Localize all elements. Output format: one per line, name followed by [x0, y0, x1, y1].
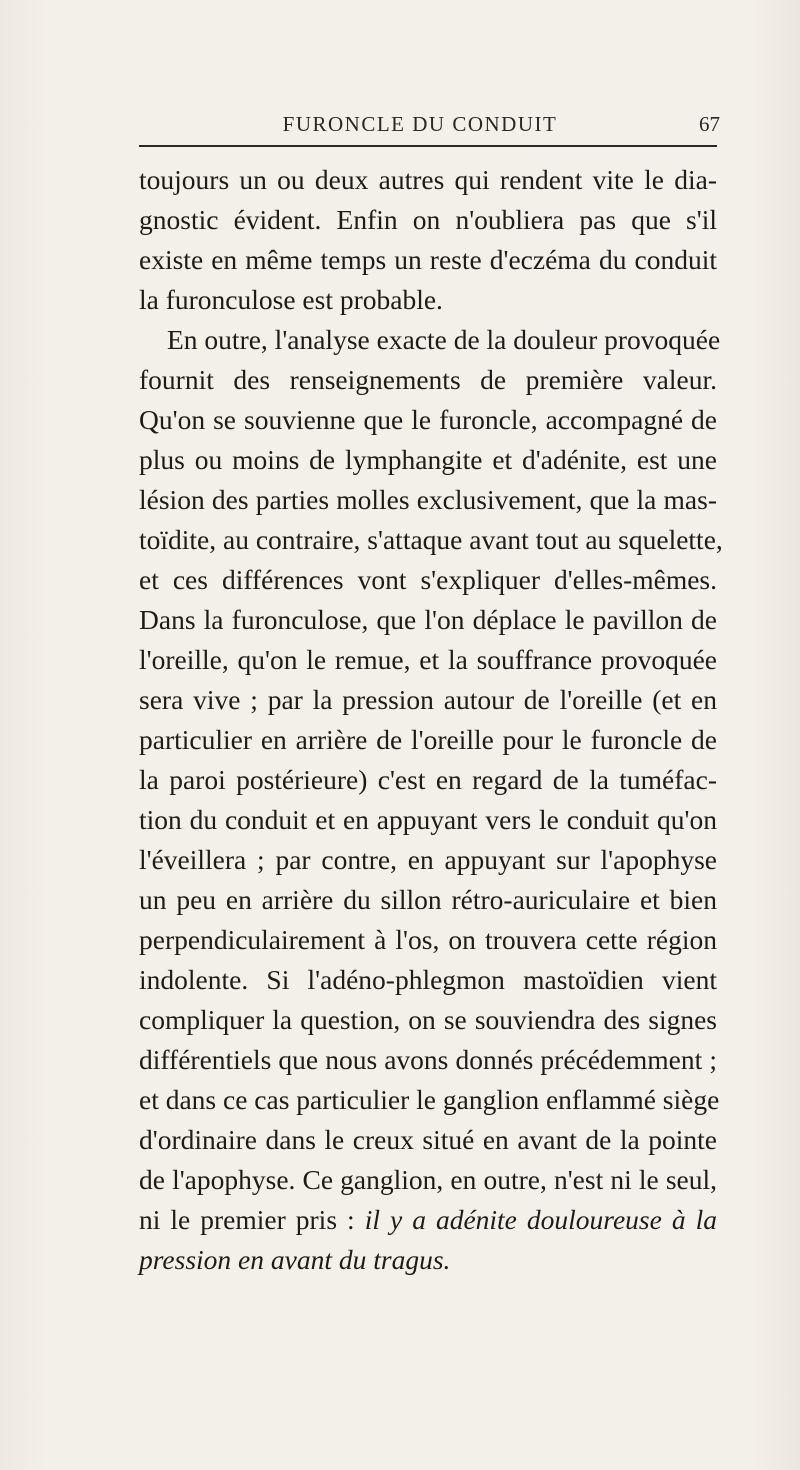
text-line: fournit des renseignements de première valeur.	[139, 364, 717, 395]
text-line	[139, 1200, 717, 1240]
text-line: gnostic évident. Enfin on n'oubliera pas que s'il	[139, 204, 717, 235]
text-line: l'éveillera ; par contre, en appuyant sur l'apophyse	[139, 844, 717, 875]
running-header	[120, 112, 720, 142]
text-line: compliquer la question, on se souviendra des signes	[139, 1004, 717, 1035]
header-rule	[139, 145, 717, 147]
text-line: toïdite, au contraire, s'attaque avant tout au squelette,	[139, 524, 723, 555]
text-line: l'oreille, qu'on le remue, et la souffrance provoquée	[139, 644, 717, 675]
text-line: et dans ce cas particulier le ganglion enflammé siège	[139, 1084, 720, 1115]
text-line: tion du conduit et en appuyant vers le conduit qu'on	[139, 804, 717, 835]
text-line: la paroi postérieure) c'est en regard de la tuméfac-	[139, 764, 717, 795]
text-line: d'ordinaire dans le creux situé en avant de la pointe	[139, 1124, 717, 1155]
text-line: lésion des parties molles exclusivement, que la mas-	[139, 484, 717, 515]
text-line: sera vive ; par la pression autour de l'oreille (et en	[139, 684, 717, 715]
text-line: de l'apophyse. Ce ganglion, en outre, n'est ni le seul,	[139, 1164, 717, 1195]
text-line: plus ou moins de lymphangite et d'adénite, est une	[139, 444, 717, 475]
text-italic: il y a adénite douloureuse à la	[364, 1204, 717, 1235]
text-line: existe en même temps un reste d'eczéma du conduit	[139, 244, 717, 275]
page-number: 67	[699, 112, 720, 136]
text-line: particulier en arrière de l'oreille pour le furoncle de	[139, 724, 717, 755]
body-text	[139, 160, 723, 1280]
text-line: différentiels que nous avons donnés précédemment ;	[139, 1044, 717, 1075]
text-line: un peu en arrière du sillon rétro-auriculaire et bien	[139, 884, 717, 915]
text-line: perpendiculairement à l'os, on trouvera cette région	[139, 924, 717, 955]
text-line: toujours un ou deux autres qui rendent vite le dia-	[139, 164, 717, 195]
text-line-italic: pression en avant du tragus.	[139, 1244, 451, 1275]
text-line: En outre, l'analyse exacte de la douleur provoquée	[167, 324, 721, 355]
text-line: indolente. Si l'adéno-phlegmon mastoïdien vient	[139, 964, 717, 995]
running-title: FURONCLE DU CONDUIT	[282, 112, 558, 136]
text-line: la furonculose est probable.	[139, 284, 443, 315]
text-line: Qu'on se souvienne que le furoncle, accompagné de	[139, 404, 717, 435]
text-line: et ces différences vont s'expliquer d'elles-mêmes.	[139, 564, 717, 595]
text-roman: ni le premier pris :	[139, 1204, 365, 1235]
text-line: Dans la furonculose, que l'on déplace le pavillon de	[139, 604, 717, 635]
